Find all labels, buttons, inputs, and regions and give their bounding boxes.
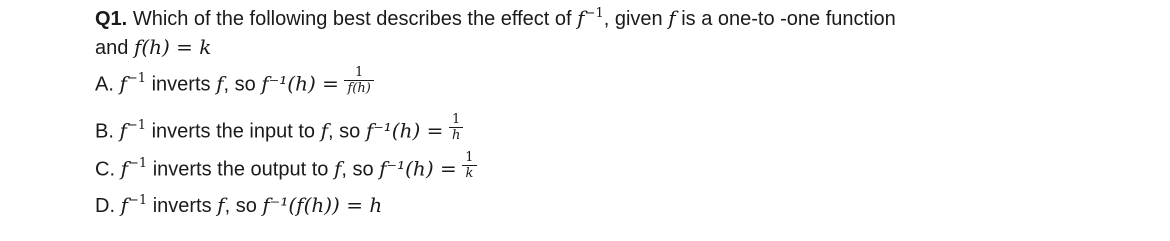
- option-b-frac-den: h: [449, 127, 463, 143]
- option-d-expr: f⁻¹(f(h)) = h: [262, 193, 383, 217]
- option-d-so: , so: [224, 195, 257, 217]
- option-a-frac-den: f(h): [344, 80, 373, 96]
- question-inverse-sup: −1: [584, 6, 604, 21]
- question-given: , given: [603, 8, 663, 30]
- option-d-f-target: f: [217, 193, 225, 217]
- question-line-2: [95, 37, 211, 58]
- option-c-text: inverts the output to: [152, 158, 329, 181]
- option-b-f-target: f: [320, 118, 329, 143]
- option-a-fraction: [344, 66, 373, 96]
- option-a-label: A.: [95, 73, 114, 96]
- option-b-frac-num: 1: [452, 112, 461, 127]
- option-a-f-target: f: [216, 71, 224, 96]
- option-d-f: f: [120, 193, 128, 217]
- option-b-f: f: [119, 118, 127, 143]
- option-c-fraction: [462, 151, 476, 181]
- question-rest: is a one-to -one function: [681, 8, 896, 30]
- option-c-frac-den: k: [462, 165, 476, 181]
- option-b-so: , so: [328, 120, 361, 143]
- question-number: Q1.: [95, 8, 128, 30]
- option-c-frac-num: 1: [465, 150, 474, 165]
- option-b: B. $f^{-1}$ inverts the input to f, so f⁻¹(h) = $\frac{1}{h}$: [95, 117, 463, 147]
- option-b-text: inverts the input to: [151, 120, 316, 143]
- option-c-expr: f⁻¹(h) =: [379, 156, 457, 181]
- option-a-expr: f⁻¹(h) =: [261, 71, 339, 96]
- question-given-f: f: [668, 6, 676, 30]
- question-func: f: [577, 6, 585, 30]
- question-and: and: [95, 37, 129, 59]
- option-a-so: , so: [223, 73, 256, 96]
- question-stem: Which of the following best describes the effect of: [132, 8, 572, 30]
- option-c: C. $f^{-1}$ inverts the output to f, so f⁻¹(h) = $\frac{1}{k}$: [95, 155, 477, 185]
- option-a-frac-num: 1: [354, 65, 364, 80]
- option-c-f-target: f: [333, 156, 342, 181]
- option-a-text: inverts: [151, 73, 211, 96]
- question-condition: f(h) = k: [133, 35, 212, 59]
- option-b-expr: f⁻¹(h) =: [365, 118, 444, 143]
- option-d-label: D.: [95, 195, 115, 217]
- option-d: D. $f^{-1}$ inverts f, so f⁻¹(f(h)) = h: [95, 193, 383, 217]
- option-c-f: f: [120, 156, 128, 181]
- option-b-fraction: [449, 113, 463, 143]
- option-c-label: C.: [95, 158, 115, 181]
- option-b-label: B.: [95, 120, 114, 143]
- option-c-so: , so: [341, 158, 374, 181]
- option-a: A. $f^{-1}$ inverts f, so f⁻¹(h) = $\frac{1}{f(h)}$: [95, 70, 374, 100]
- option-a-f: f: [119, 71, 127, 96]
- option-d-text: inverts: [152, 195, 212, 217]
- question-line-1: [95, 8, 896, 29]
